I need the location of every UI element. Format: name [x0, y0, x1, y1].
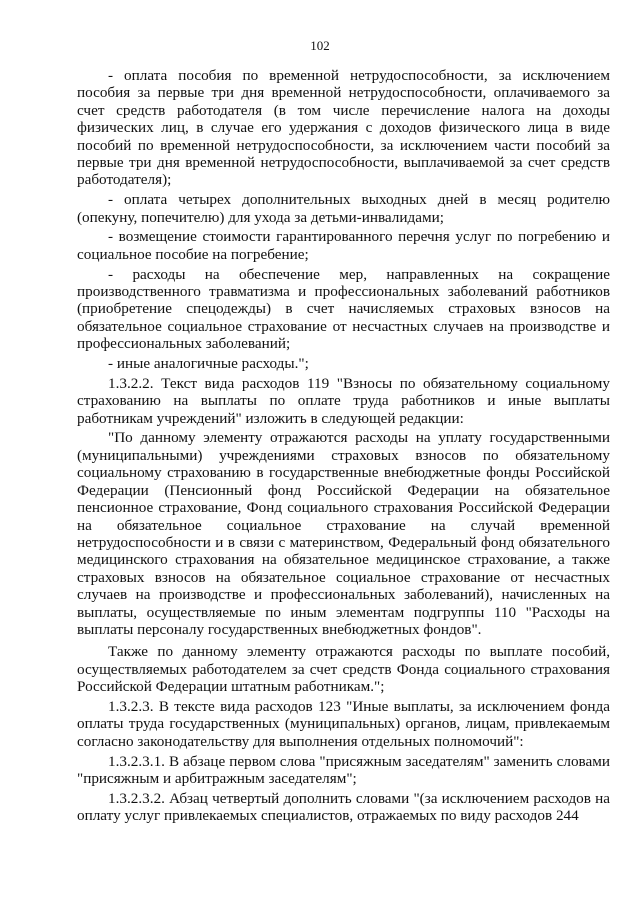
paragraph-extra-days-off: - оплата четырех дополнительных выходных дней в месяц родителю (опекуну, попечителю) для ухода за детьми-инвалидами; — [77, 191, 610, 226]
paragraph-1-3-2-3-1: 1.3.2.3.1. В абзаце первом слова "присяжным заседателям" заменить словами "присяжным и арбитражным заседателям"; — [77, 752, 610, 787]
paragraph-1-3-2-3: 1.3.2.3. В тексте вида расходов 123 "Иные выплаты, за исключением фонда оплаты труда государственных (муниципальных) органов, лицам, привлекаемым согласно законодательству для выполнения отдельных полномочий": — [77, 697, 610, 750]
paragraph-injury-prevention: - расходы на обеспечение мер, направленных на сокращение производственного травматизма и профессиональных заболеваний работников (приобретение спецодежды) в счет начисляемых страховых взносов на обязательное социальное страхование от несчастных случаев на производстве и профессиональных заболеваний; — [77, 265, 610, 353]
document-body — [77, 67, 610, 825]
paragraph-1-3-2-2: 1.3.2.2. Текст вида расходов 119 "Взносы по обязательному социальному страхованию на выплаты по оплате труда работников и иные выплаты работникам учреждений" изложить в следующей редакции: — [77, 374, 610, 427]
page-number: 102 — [310, 38, 330, 53]
paragraph-1-3-2-3-2: 1.3.2.3.2. Абзац четвертый дополнить словами "(за исключением расходов на оплату услуг привлекаемых специалистов, отражаемых по виду расходов 244 — [77, 789, 610, 825]
paragraph-quoted-element: "По данному элементу отражаются расходы на уплату государственными (муниципальными) учреждениями страховых взносов по обязательному социальному страхованию в государственные внебюджетные фонды Российской Федерации (Пенсионный фонд Российской Федерации на обязательное пенсионное страхование, Фонд социального страхования Российской Федерации на обязательное социальное страхование на случай временной нетрудоспособности и в связи с материнством, Федеральный фонд обязательного медицинского страхования на обязательное медицинское страхование, а также страховых взносов на обязательное социальное страхование от несчастных случаев на производстве и профессиональных заболеваний), начисленных на выплаты, осуществляемые по иным элементам подгруппы 110 "Расходы на выплаты персоналу государственных внебюджетных фондов". — [77, 429, 610, 638]
paragraph-also-element: Также по данному элементу отражаются расходы по выплате пособий, осуществляемых работодателем за счет средств Фонда социального страхования Российской Федерации штатным работникам."; — [77, 643, 610, 696]
paragraph-funeral-services: - возмещение стоимости гарантированного перечня услуг по погребению и социальное пособие на погребение; — [77, 228, 610, 263]
paragraph-sick-leave-benefit: - оплата пособия по временной нетрудоспособности, за исключением пособия за первые три дня временной нетрудоспособности, оплачиваемого за счет средств работодателя (в том числе перечисление налога на доходы физических лиц, в случае его удержания с доходов физического лица в виде пособий по временной нетрудоспособности, за исключением части пособий за первые три дня временной нетрудоспособности, выплачиваемой за счет средств работодателя); — [77, 67, 610, 189]
paragraph-other-expenses: - иные аналогичные расходы."; — [108, 355, 309, 373]
